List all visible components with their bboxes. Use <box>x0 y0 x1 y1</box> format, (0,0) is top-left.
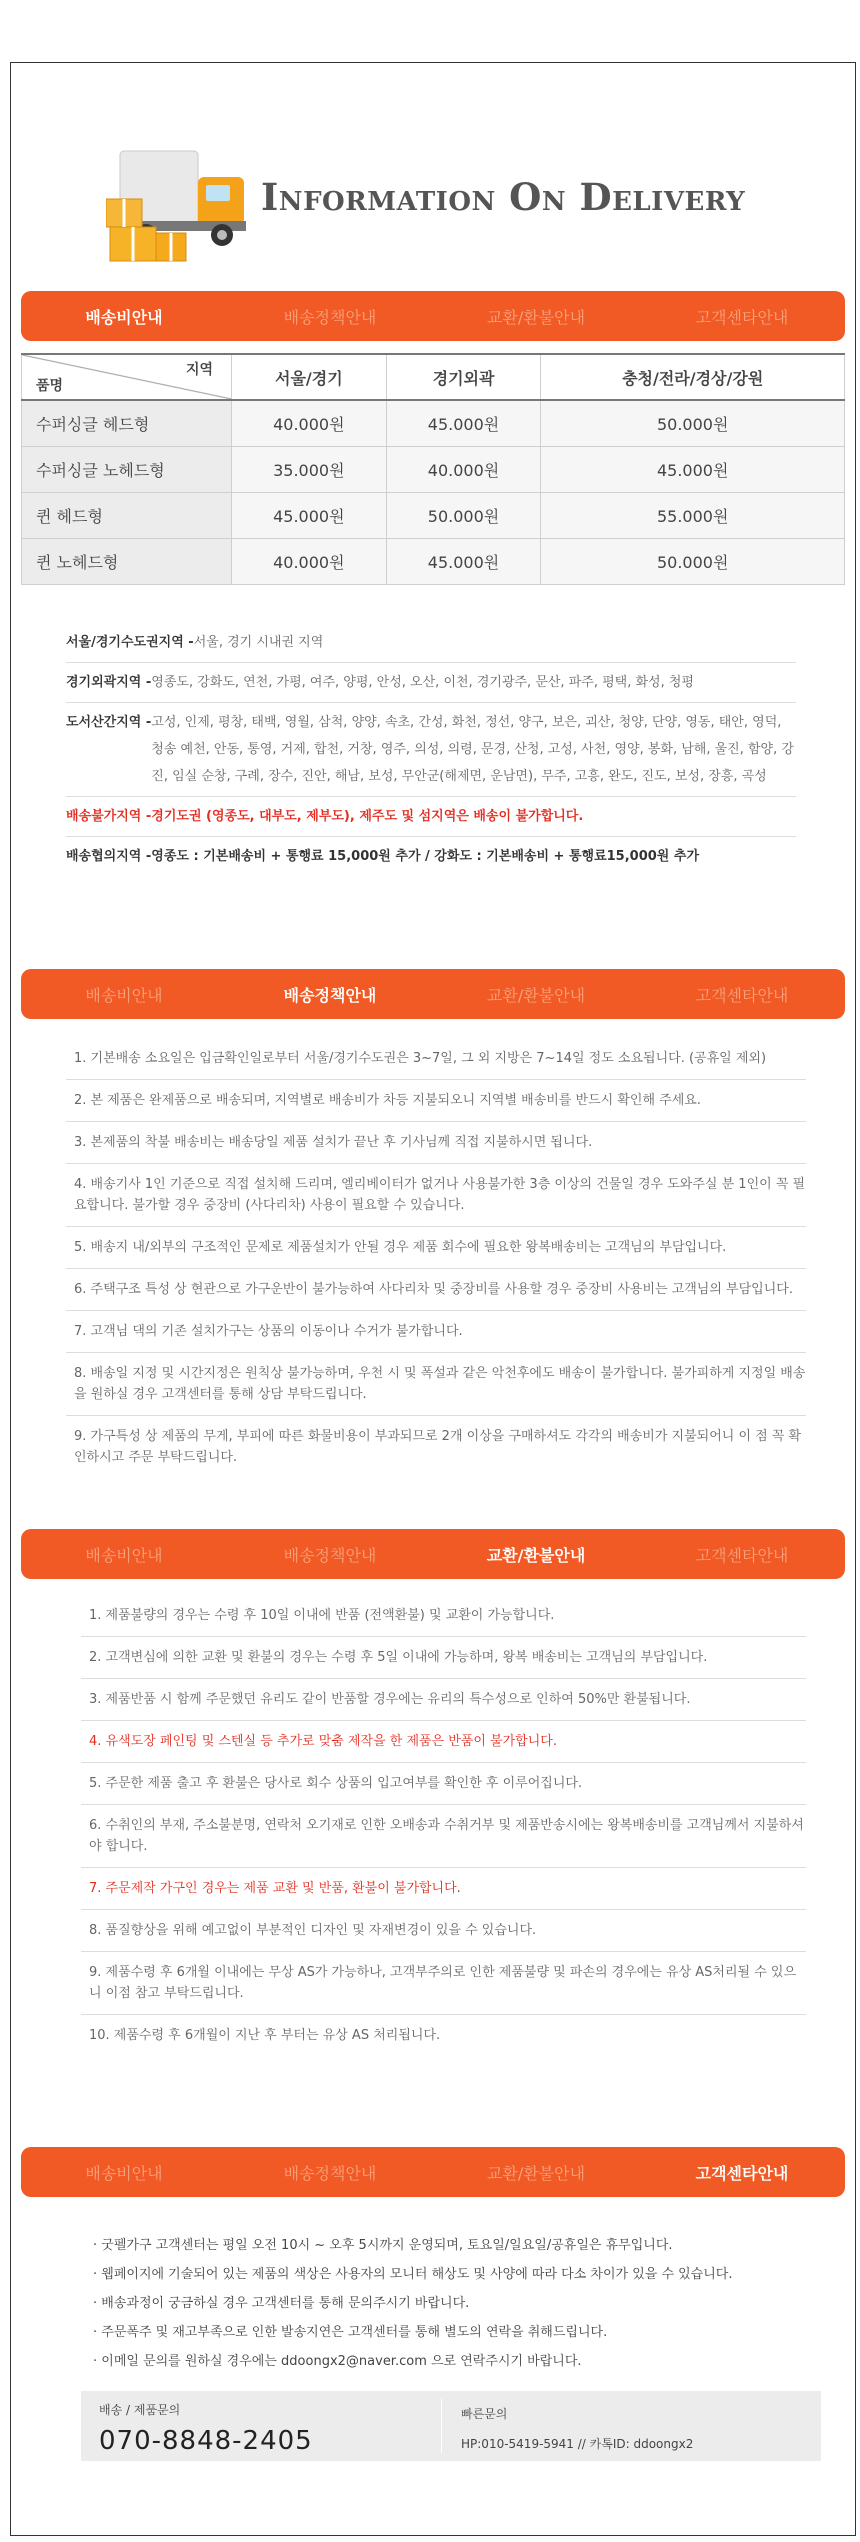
region-list <box>66 623 796 876</box>
table-header-row <box>22 354 845 400</box>
tab-customer-center[interactable]: 고객센타안내 <box>695 985 789 1005</box>
tab-bar-shipping-fee <box>21 291 845 341</box>
quick-inquiry-info: HP:010-5419-5941 // 카톡ID: ddoongx2 <box>461 2437 694 2451</box>
list-item: 7. 주문제작 가구인 경우는 제품 교환 및 반품, 환불이 불가합니다. <box>81 1868 806 1910</box>
list-item: 8. 배송일 지정 및 시간지정은 원칙상 불가능하며, 우천 시 및 폭설과 같은 악천후에도 배송이 불가합니다. 불가피하게 지정일 배송을 원하실 경우 고객센터를 통해 상담 부탁드립니다. <box>66 1353 806 1416</box>
region-value: 경기도권 (영종도, 대부도, 제부도), 제주도 및 섬지역은 배송이 불가합니다. <box>151 809 584 824</box>
delivery-truck-icon <box>106 133 266 273</box>
price-cell: 55.000원 <box>541 492 845 538</box>
price-cell: 40.000원 <box>232 538 387 584</box>
price-cell: 45.000원 <box>541 446 845 492</box>
tab-exchange-refund[interactable]: 교환/환불안내 <box>486 985 586 1005</box>
contact-label: 배송 / 제품문의 <box>99 2403 181 2417</box>
shipping-policy-list <box>66 1038 806 1478</box>
list-item: 9. 제품수령 후 6개월 이내에는 무상 AS가 가능하나, 고객부주의로 인한 제품불량 및 파손의 경우에는 유상 AS처리될 수 있으니 이점 참고 부탁드립니다. <box>81 1952 806 2015</box>
region-value: 영종도, 강화도, 연천, 가평, 여주, 양평, 안성, 오산, 이천, 경기광주, 문산, 파주, 평택, 화성, 청평 <box>151 675 694 690</box>
list-item: 2. 고객변심에 의한 교환 및 환불의 경우는 수령 후 5일 이내에 가능하며, 왕복 배송비는 고객님의 부담입니다. <box>81 1637 806 1679</box>
contact-divider <box>441 2399 442 2453</box>
column-header: 충청/전라/경상/강원 <box>541 354 845 400</box>
tab-shipping-policy[interactable]: 배송정책안내 <box>283 307 377 327</box>
list-item: 6. 수취인의 부재, 주소불분명, 연락처 오기재로 인한 오배송과 수취거부 및 제품반송시에는 왕복배송비를 고객님께서 지불하셔야 합니다. <box>81 1805 806 1868</box>
region-value: 고성, 인제, 평창, 태백, 영월, 삼척, 양양, 속초, 간성, 화천, 정선, 양구, 보은, 괴산, 청양, 단양, 영동, 태안, 영덕, 청송 예천, 안동, 통영, 거제, 합천, 거창, 영주, 의성, 의령, 문경, 산청, 고성, 사천, 영양, 봉화, 남해, 울진, 함양, 강진, 임실 순창, 구례, 장수, 진안, 해남, 보성, 무안군(해제면, 운남면), 무주, 고흥, 완도, 진도, 보성, 장흥, 곡성 <box>151 715 794 784</box>
price-cell: 45.000원 <box>386 400 541 446</box>
region-row-remote <box>66 703 796 797</box>
table-row <box>22 446 845 492</box>
page-title: Information On Delivery <box>261 175 746 219</box>
list-item: 1. 제품불량의 경우는 수령 후 10일 이내에 반품 (전액환불) 및 교환이 가능합니다. <box>81 1595 806 1637</box>
tab-shipping-policy[interactable]: 배송정책안내 <box>283 985 377 1005</box>
region-row-unavailable <box>66 797 796 837</box>
region-key: 경기외곽지역 - <box>66 675 152 690</box>
list-item: · 웹페이지에 기술되어 있는 제품의 색상은 사용자의 모니터 해상도 및 사양에 따라 다소 차이가 있을 수 있습니다. <box>93 2267 733 2282</box>
hero-header <box>11 63 855 293</box>
list-item: 5. 배송지 내/외부의 구조적인 문제로 제품설치가 안될 경우 제품 회수에 필요한 왕복배송비는 고객님의 부담입니다. <box>66 1227 806 1269</box>
table-row <box>22 400 845 446</box>
contact-box <box>81 2391 821 2461</box>
list-item: 4. 배송기사 1인 기준으로 직접 설치해 드리며, 엘리베이터가 없거나 사용불가한 3층 이상의 건물일 경우 도와주실 분 1인이 꼭 필요합니다. 불가할 경우 중장비 (사다리차) 사용이 필요할 수 있습니다. <box>66 1164 806 1227</box>
region-row-negotiable <box>66 837 796 876</box>
list-item: · 주문폭주 및 재고부족으로 인한 발송지연은 고객센터를 통해 별도의 연락을 취해드립니다. <box>93 2325 608 2340</box>
list-item: 3. 본제품의 착불 배송비는 배송당일 제품 설치가 끝난 후 기사님께 직접 지불하시면 됩니다. <box>66 1122 806 1164</box>
customer-center-notes <box>93 2231 733 2376</box>
region-row-capital <box>66 623 796 663</box>
region-key: 서울/경기수도권지역 - <box>66 635 194 650</box>
price-cell: 50.000원 <box>386 492 541 538</box>
delivery-info-panel <box>10 62 856 2536</box>
region-value: 서울, 경기 시내권 지역 <box>193 635 324 650</box>
list-item: · 배송과정이 궁금하실 경우 고객센터를 통해 문의주시기 바랍니다. <box>93 2296 470 2311</box>
tab-customer-center[interactable]: 고객센타안내 <box>695 2163 789 2183</box>
price-cell: 40.000원 <box>232 400 387 446</box>
region-value: 영종도 : 기본배송비 + 통행료 15,000원 추가 / 강화도 : 기본배송비 + 통행료15,000원 추가 <box>151 849 700 864</box>
refund-policy-list <box>81 1595 806 2056</box>
tab-customer-center[interactable]: 고객센타안내 <box>695 307 789 327</box>
list-item: 2. 본 제품은 완제품으로 배송되며, 지역별로 배송비가 차등 지불되오니 지역별 배송비를 반드시 확인해 주세요. <box>66 1080 806 1122</box>
contact-phone: 070-8848-2405 <box>99 2426 313 2456</box>
tab-bar-customer-center <box>21 2147 845 2197</box>
price-cell: 45.000원 <box>232 492 387 538</box>
price-cell: 50.000원 <box>541 538 845 584</box>
price-cell: 35.000원 <box>232 446 387 492</box>
list-item: · 이메일 문의를 원하실 경우에는 ddoongx2@naver.com 으로 연락주시기 바랍니다. <box>93 2354 582 2369</box>
list-item: 3. 제품반품 시 함께 주문했던 유리도 같이 반품할 경우에는 유리의 특수성으로 인하여 50%만 환불됩니다. <box>81 1679 806 1721</box>
list-item: 5. 주문한 제품 출고 후 환불은 당사로 회수 상품의 입고여부를 확인한 후 이루어집니다. <box>81 1763 806 1805</box>
product-name: 수퍼싱글 헤드형 <box>22 400 232 446</box>
list-item: · 굿펠가구 고객센터는 평일 오전 10시 ~ 오후 5시까지 운영되며, 토요일/일요일/공휴일은 휴무입니다. <box>93 2238 673 2253</box>
list-item: 1. 기본배송 소요일은 입금확인일로부터 서울/경기수도권은 3~7일, 그 외 지방은 7~14일 정도 소요됩니다. (공휴일 제외) <box>66 1038 806 1080</box>
tab-shipping-policy[interactable]: 배송정책안내 <box>283 1545 377 1565</box>
table-row <box>22 538 845 584</box>
tab-shipping-fee[interactable]: 배송비안내 <box>85 2163 163 2183</box>
tab-shipping-fee[interactable]: 배송비안내 <box>85 985 163 1005</box>
table-row <box>22 492 845 538</box>
quick-inquiry-label: 빠른문의 <box>461 2407 508 2421</box>
list-item: 10. 제품수령 후 6개월이 지난 후 부터는 유상 AS 처리됩니다. <box>89 2028 441 2043</box>
list-item: 4. 유색도장 페인팅 및 스텐실 등 추가로 맞춤 제작을 한 제품은 반품이 불가합니다. <box>81 1721 806 1763</box>
list-item: 9. 가구특성 상 제품의 무게, 부피에 따른 화물비용이 부과되므로 2개 이상을 구매하셔도 각각의 배송비가 지불되어니 이 점 꼭 확인하시고 주문 부탁드립니다. <box>74 1429 802 1465</box>
list-item: 7. 고객님 댁의 기존 설치가구는 상품의 이동이나 수거가 불가합니다. <box>66 1311 806 1353</box>
tab-shipping-fee[interactable]: 배송비안내 <box>85 1545 163 1565</box>
tab-exchange-refund[interactable]: 교환/환불안내 <box>486 1545 586 1565</box>
region-key: 배송협의지역 - <box>66 849 152 864</box>
region-key: 배송불가지역 - <box>66 809 152 824</box>
tab-exchange-refund[interactable]: 교환/환불안내 <box>486 307 586 327</box>
price-cell: 50.000원 <box>541 400 845 446</box>
shipping-fee-table <box>21 353 845 585</box>
column-header: 서울/경기 <box>232 354 387 400</box>
list-item: 8. 품질향상을 위해 예고없이 부분적인 디자인 및 자재변경이 있을 수 있습니다. <box>81 1910 806 1952</box>
product-name: 퀸 헤드형 <box>22 492 232 538</box>
price-cell: 40.000원 <box>386 446 541 492</box>
tab-customer-center[interactable]: 고객센타안내 <box>695 1545 789 1565</box>
tab-bar-exchange-refund <box>21 1529 845 1579</box>
list-item: 6. 주택구조 특성 상 현관으로 가구운반이 불가능하여 사다리차 및 중장비를 사용할 경우 중장비 사용비는 고객님의 부담입니다. <box>66 1269 806 1311</box>
region-key: 도서산간지역 - <box>66 715 152 730</box>
tab-exchange-refund[interactable]: 교환/환불안내 <box>486 2163 586 2183</box>
product-name: 퀸 노헤드형 <box>22 538 232 584</box>
column-header: 경기외곽 <box>386 354 541 400</box>
product-name: 수퍼싱글 노헤드형 <box>22 446 232 492</box>
price-cell: 45.000원 <box>386 538 541 584</box>
table-corner-cell <box>22 354 232 400</box>
region-row-outskirts <box>66 663 796 703</box>
tab-shipping-fee[interactable]: 배송비안내 <box>85 307 163 327</box>
tab-shipping-policy[interactable]: 배송정책안내 <box>283 2163 377 2183</box>
corner-product-label: 품명 <box>36 378 64 394</box>
corner-region-label: 지역 <box>185 362 213 378</box>
tab-bar-shipping-policy <box>21 969 845 1019</box>
